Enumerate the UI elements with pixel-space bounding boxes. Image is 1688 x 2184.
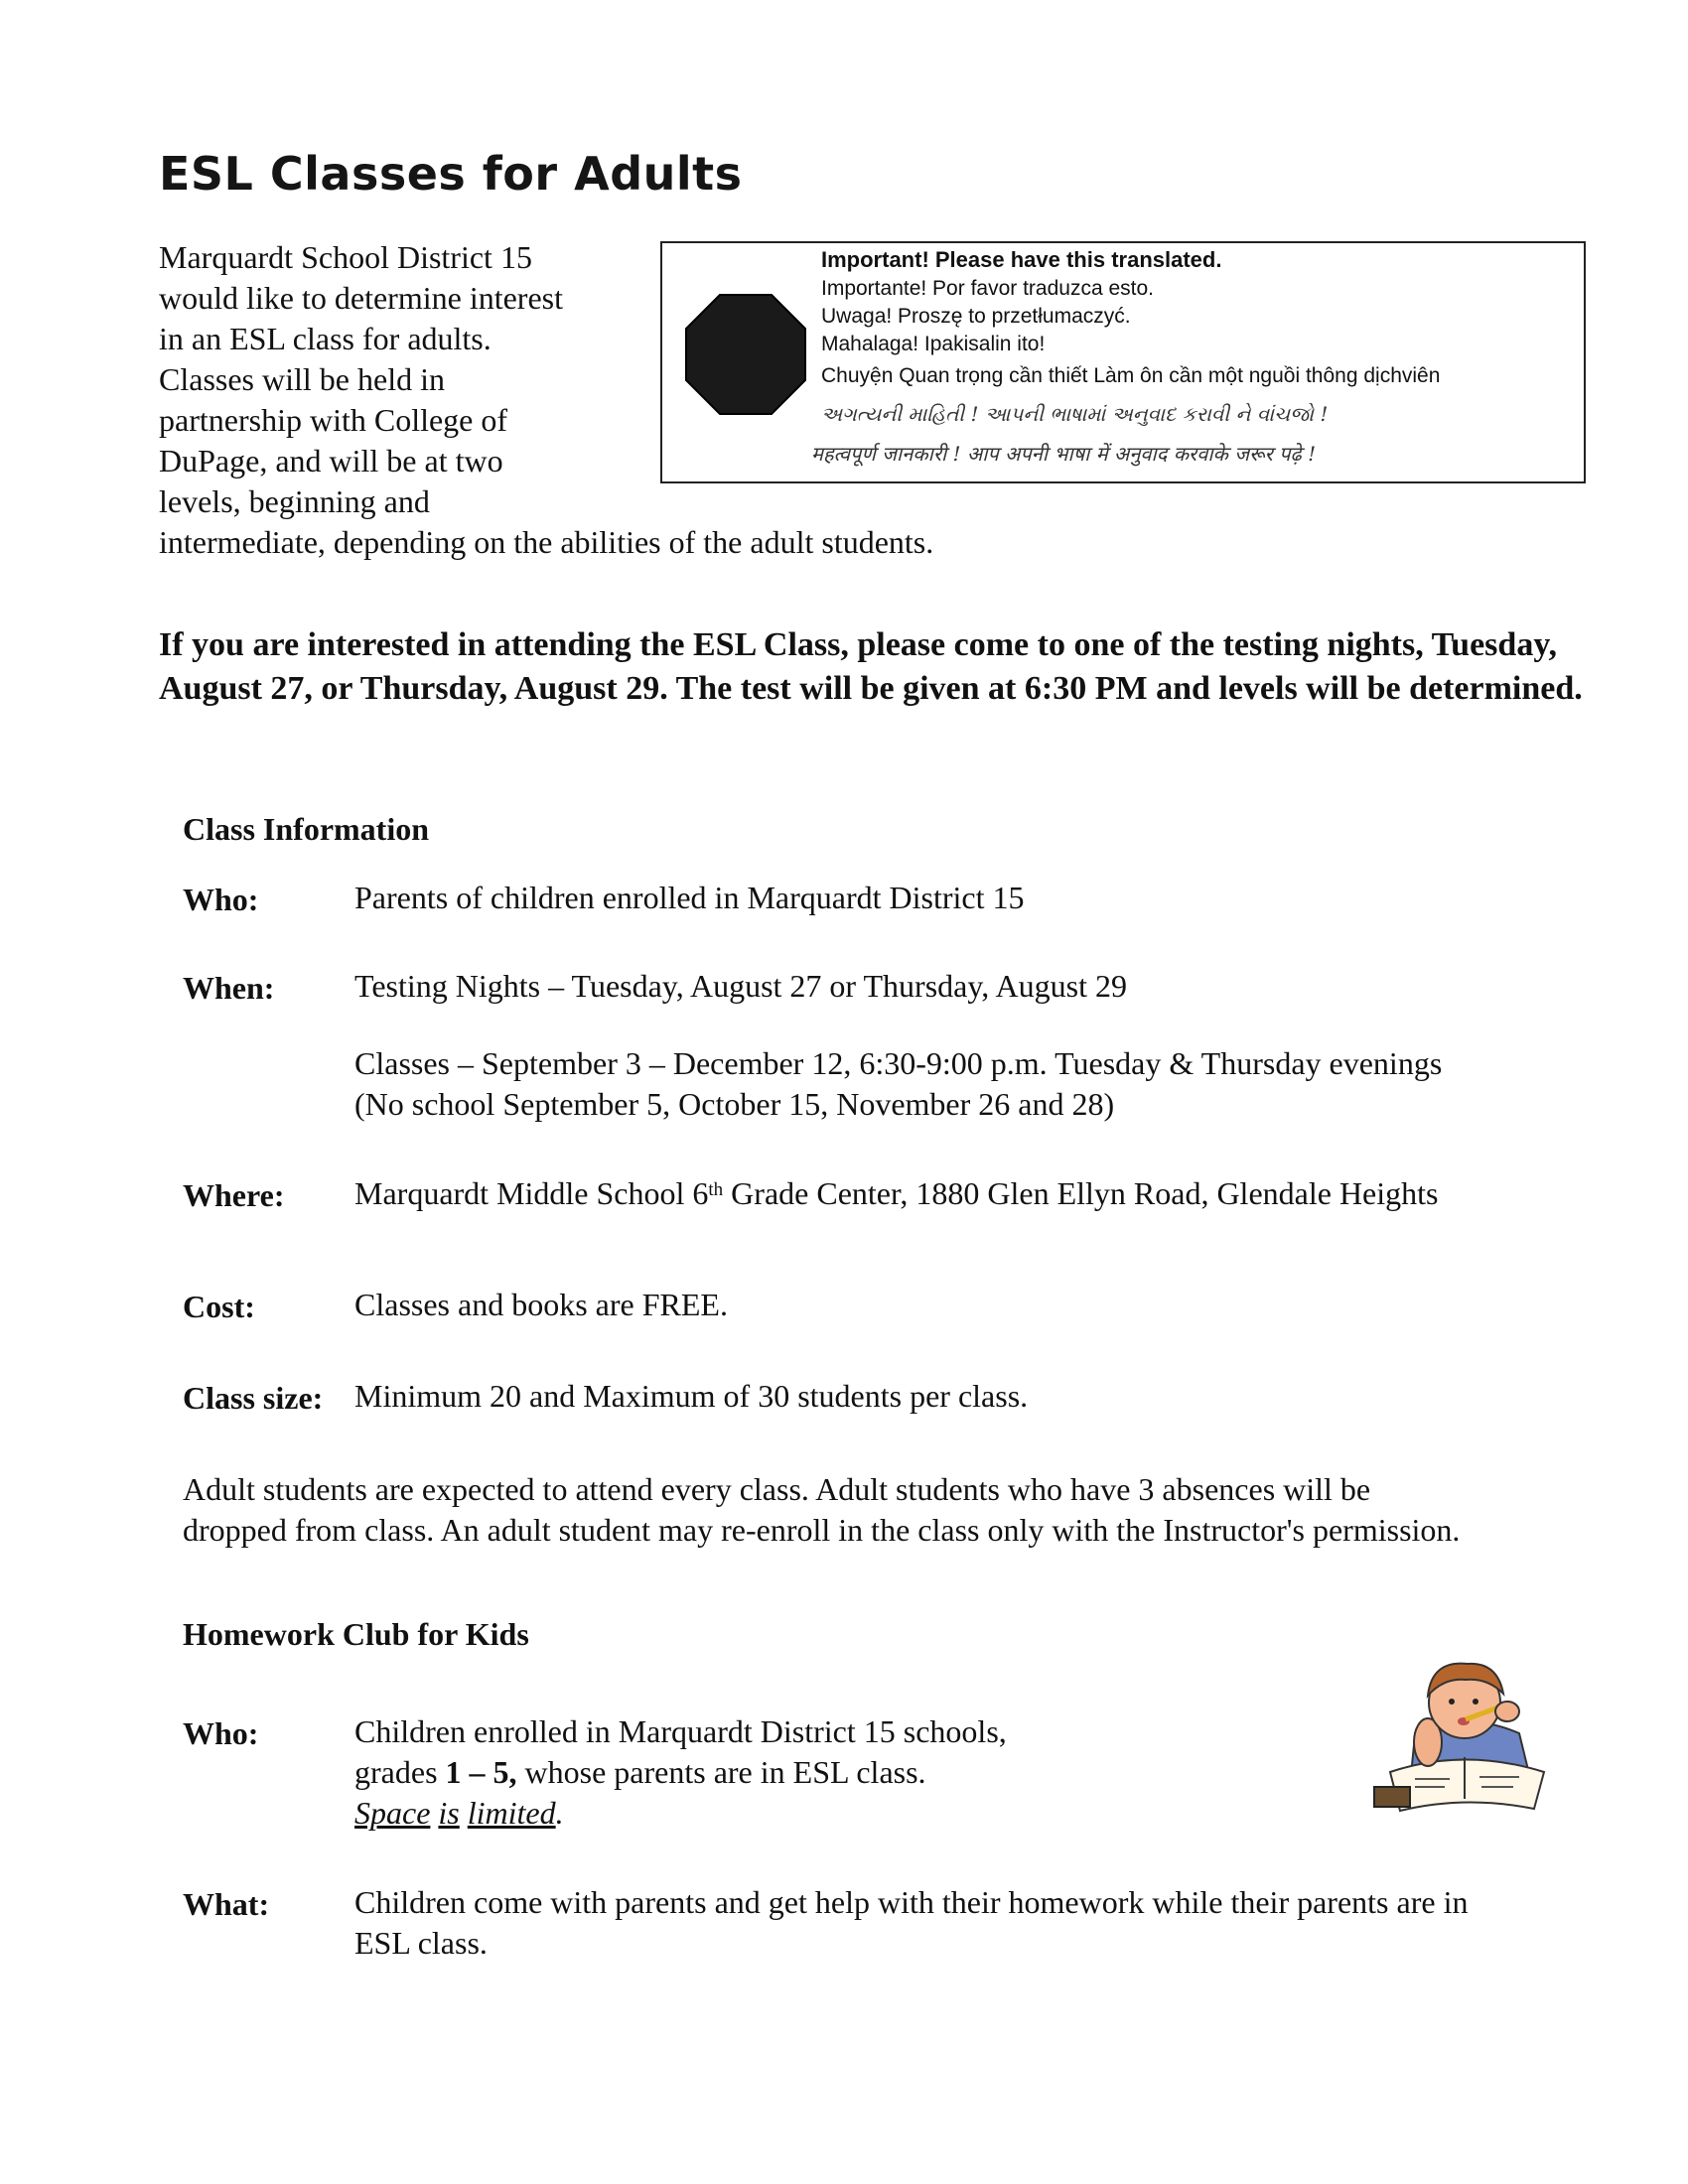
notice-spanish: Importante! Por favor traduzca esto.	[821, 277, 1154, 300]
intro-line: DuPage, and will be at two	[159, 443, 503, 478]
child-studying-illustration	[1370, 1648, 1559, 1822]
when-label: When:	[183, 970, 275, 1006]
notice-tagalog: Mahalaga! Ipakisalin ito!	[821, 333, 1046, 355]
notice-hindi-handwritten: महत्वपूर्ण जानकारी ! आप अपनी भाषा में अनुवाद करवाके जरूर पढ़े !	[811, 442, 1317, 466]
intro-line: Classes will be held in	[159, 361, 445, 397]
page-title: ESL Classes for Adults	[159, 147, 743, 201]
cost-label: Cost:	[183, 1289, 255, 1324]
notice-polish: Uwaga! Proszę to przetłumaczyć.	[821, 305, 1131, 328]
notice-vietnamese: Chuyện Quan trọng cần thiết Làm ôn cần một nguồi thông dịchviên	[821, 364, 1441, 387]
translation-notice-box	[660, 241, 1586, 483]
when-classes: Classes – September 3 – December 12, 6:30-9:00 p.m. Tuesday & Thursday evenings	[354, 1045, 1443, 1081]
attendance-policy-line: Adult students are expected to attend every class. Adult students who have 3 absences will be	[183, 1471, 1371, 1507]
stop-sign-icon	[684, 293, 807, 416]
where-value: Marquardt Middle School 6th Grade Center, 1880 Glen Ellyn Road, Glendale Heights	[354, 1175, 1439, 1211]
notice-english: Important! Please have this translated.	[821, 247, 1222, 272]
intro-line: in an ESL class for adults.	[159, 321, 492, 356]
homework-who-line: Children enrolled in Marquardt District 15 schools,	[354, 1713, 1007, 1749]
cost-value: Classes and books are FREE.	[354, 1287, 728, 1322]
notice-gujarati-handwritten: અગત્યની માહિતી ! આપની ભાષામાં અનુવાદ કરાવી ને વાંચજો !	[821, 402, 1329, 426]
intro-line: would like to determine interest	[159, 280, 563, 316]
who-value: Parents of children enrolled in Marquardt District 15	[354, 880, 1025, 915]
class-size-value: Minimum 20 and Maximum of 30 students per class.	[354, 1378, 1029, 1414]
class-info-heading: Class Information	[183, 811, 430, 847]
homework-club-heading: Homework Club for Kids	[183, 1616, 529, 1652]
homework-what-line: Children come with parents and get help with their homework while their parents are in	[354, 1884, 1469, 1920]
attendance-policy-line: dropped from class. An adult student may re-enroll in the class only with the Instructor's permission.	[183, 1512, 1461, 1548]
intro-line: partnership with College of	[159, 402, 508, 438]
homework-who-label: Who:	[183, 1715, 259, 1751]
space-limited-note: Space is limited.	[354, 1795, 564, 1831]
intro-line: Marquardt School District 15	[159, 239, 532, 275]
when-testing-nights: Testing Nights – Tuesday, August 27 or Thursday, August 29	[354, 968, 1127, 1004]
intro-line: levels, beginning and	[159, 483, 430, 519]
when-no-school: (No school September 5, October 15, November 26 and 28)	[354, 1086, 1115, 1122]
who-label: Who:	[183, 882, 259, 917]
testing-announcement: If you are interested in attending the ESL Class, please come to one of the testing nights, Tuesday, August 27, or Thursday, August 29. The test will be given at 6:30 PM and levels will be determined.	[159, 626, 1583, 707]
homework-who-grades: grades 1 – 5, whose parents are in ESL class.	[354, 1754, 926, 1790]
where-label: Where:	[183, 1177, 285, 1213]
homework-what-line: ESL class.	[354, 1925, 488, 1961]
homework-what-label: What:	[183, 1886, 270, 1922]
intro-line: intermediate, depending on the abilities of the adult students.	[159, 524, 934, 560]
class-size-label: Class size:	[183, 1380, 324, 1416]
